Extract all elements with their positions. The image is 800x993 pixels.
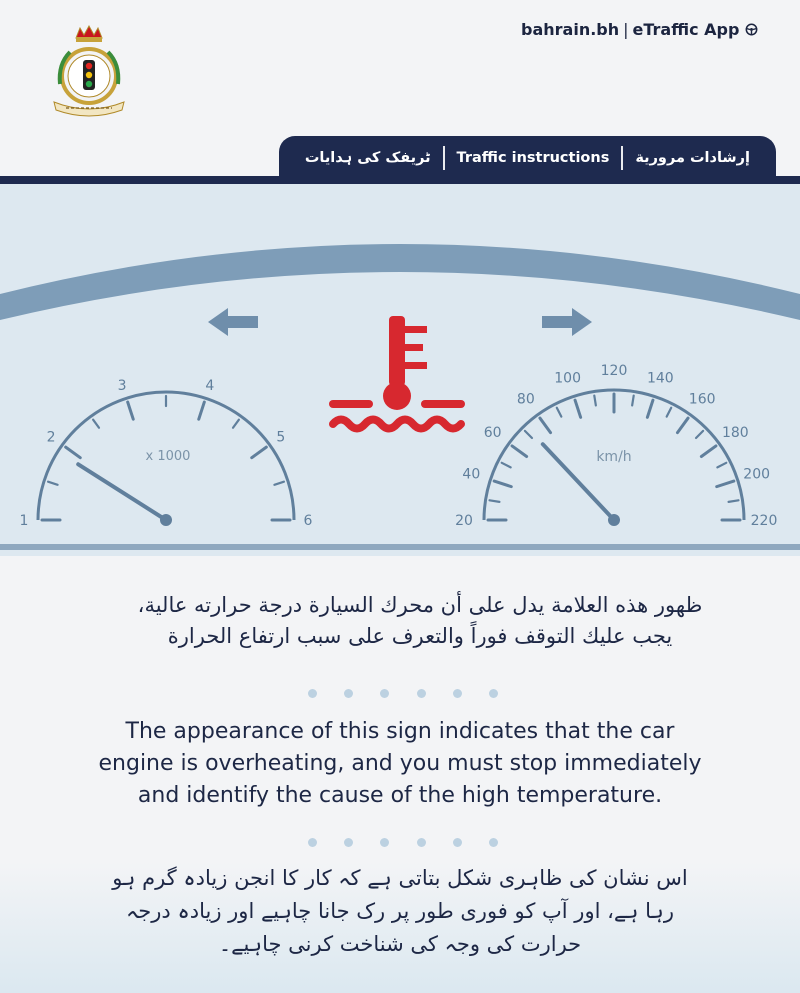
tachometer-label: 2 xyxy=(46,429,56,446)
tachometer-label: 5 xyxy=(276,429,286,446)
tab-urdu[interactable]: ٹریفک کی ہدایات xyxy=(304,150,431,166)
tachometer-tick xyxy=(66,447,81,458)
speedometer-label: 160 xyxy=(688,391,716,408)
top-bar xyxy=(0,0,800,135)
speedometer-tick xyxy=(557,408,562,417)
tachometer-tick xyxy=(252,447,267,458)
nav-underline xyxy=(0,176,800,184)
speedometer-label: 180 xyxy=(721,424,749,441)
urdu-line: حرارت کی وجہ کی شناخت کرنی چاہیے۔ xyxy=(218,932,582,956)
tachometer-tick xyxy=(233,420,239,428)
tachometer-tick xyxy=(128,402,134,419)
speedometer-tick xyxy=(647,400,653,417)
speedometer-label: 220 xyxy=(750,513,778,529)
speedometer-tick xyxy=(696,431,703,438)
site-label[interactable]: bahrain.bh xyxy=(521,20,620,39)
windshield-arc xyxy=(0,244,800,320)
brand-separator: | xyxy=(623,20,629,39)
arabic-description xyxy=(80,590,760,652)
urdu-line: رہا ہے، اور آپ کو فوری طور پر رک جانا چاہیے اور زیادہ درجہ xyxy=(126,899,674,923)
speedometer-tick xyxy=(575,400,581,417)
tachometer-tick xyxy=(274,482,284,485)
right-arrow-icon xyxy=(542,308,592,336)
coolant-wave-icon xyxy=(333,420,461,429)
speedometer-tick xyxy=(701,446,716,457)
english-line: The appearance of this sign indicates that the car xyxy=(125,719,675,744)
urdu-line: اس نشان کی ظاہری شکل بتاتی ہے کہ کار کا انجن زیادہ گرم ہو xyxy=(112,866,688,890)
speedometer-tick xyxy=(632,396,634,406)
dashboard-svg xyxy=(0,184,800,556)
speedometer-tick xyxy=(594,396,596,406)
speedometer-label: 120 xyxy=(600,363,628,379)
tachometer-label: 6 xyxy=(303,513,313,529)
tachometer-tick xyxy=(48,482,58,485)
speedometer-tick xyxy=(494,481,511,487)
traffic-directorate-emblem-icon xyxy=(48,24,130,118)
engine-temperature-warning-icon xyxy=(329,316,465,410)
dot-separator xyxy=(308,689,498,698)
speedometer-tick xyxy=(677,418,688,433)
tachometer-gauge xyxy=(20,378,313,529)
category-tabs xyxy=(279,136,776,180)
speedometer-tick xyxy=(540,418,551,433)
speedometer-tick xyxy=(525,431,532,438)
speedometer-tick xyxy=(490,500,500,502)
tachometer-tick xyxy=(199,402,205,419)
speedometer-hub xyxy=(608,514,620,526)
tachometer-label: 4 xyxy=(205,377,215,394)
tachometer-tick xyxy=(93,420,99,428)
speedometer-label: 200 xyxy=(743,466,771,483)
urdu-description xyxy=(60,862,740,961)
tab-arabic[interactable]: إرشادات مرورية xyxy=(635,150,750,166)
left-arrow-icon xyxy=(208,308,258,336)
english-description xyxy=(60,716,740,812)
tab-divider xyxy=(443,146,445,170)
app-label[interactable]: eTraffic App xyxy=(632,20,740,39)
speedometer-label: 40 xyxy=(462,466,481,483)
tachometer-needle xyxy=(78,464,166,520)
speedometer-tick xyxy=(717,481,734,487)
speedometer-gauge xyxy=(455,363,777,529)
speedometer-tick xyxy=(502,463,511,468)
tachometer-label: 3 xyxy=(117,377,127,394)
english-line: engine is overheating, and you must stop immediately xyxy=(98,751,702,776)
speedometer-label: 20 xyxy=(455,513,473,529)
speedometer-tick xyxy=(729,500,739,502)
arabic-line: ظهور هذه العلامة يدل على أن محرك السيارة درجة حرارته عالية، xyxy=(137,593,703,617)
brand-header xyxy=(521,20,758,39)
tachometer-label: 1 xyxy=(19,513,29,529)
tab-english[interactable]: Traffic instructions xyxy=(456,150,610,166)
tachometer-hub xyxy=(160,514,172,526)
speedometer-label: 60 xyxy=(483,424,502,441)
english-line: and identify the cause of the high temperature. xyxy=(137,783,663,808)
speedometer-tick xyxy=(667,408,672,417)
dashboard-illustration xyxy=(0,184,800,556)
dashboard-baseline xyxy=(0,544,800,550)
tachometer-unit: x 1000 xyxy=(145,449,191,464)
dot-separator xyxy=(308,838,498,847)
speedometer-unit: km/h xyxy=(596,449,632,465)
speedometer-label: 80 xyxy=(516,391,535,408)
tab-divider xyxy=(621,146,623,170)
steering-wheel-icon xyxy=(745,23,758,36)
speedometer-tick xyxy=(717,463,726,468)
speedometer-label: 100 xyxy=(554,370,582,387)
speedometer-tick xyxy=(512,446,527,457)
arabic-line: يجب عليك التوقف فوراً والتعرف على سبب ارتفاع الحرارة xyxy=(167,624,673,648)
speedometer-label: 140 xyxy=(646,370,674,387)
